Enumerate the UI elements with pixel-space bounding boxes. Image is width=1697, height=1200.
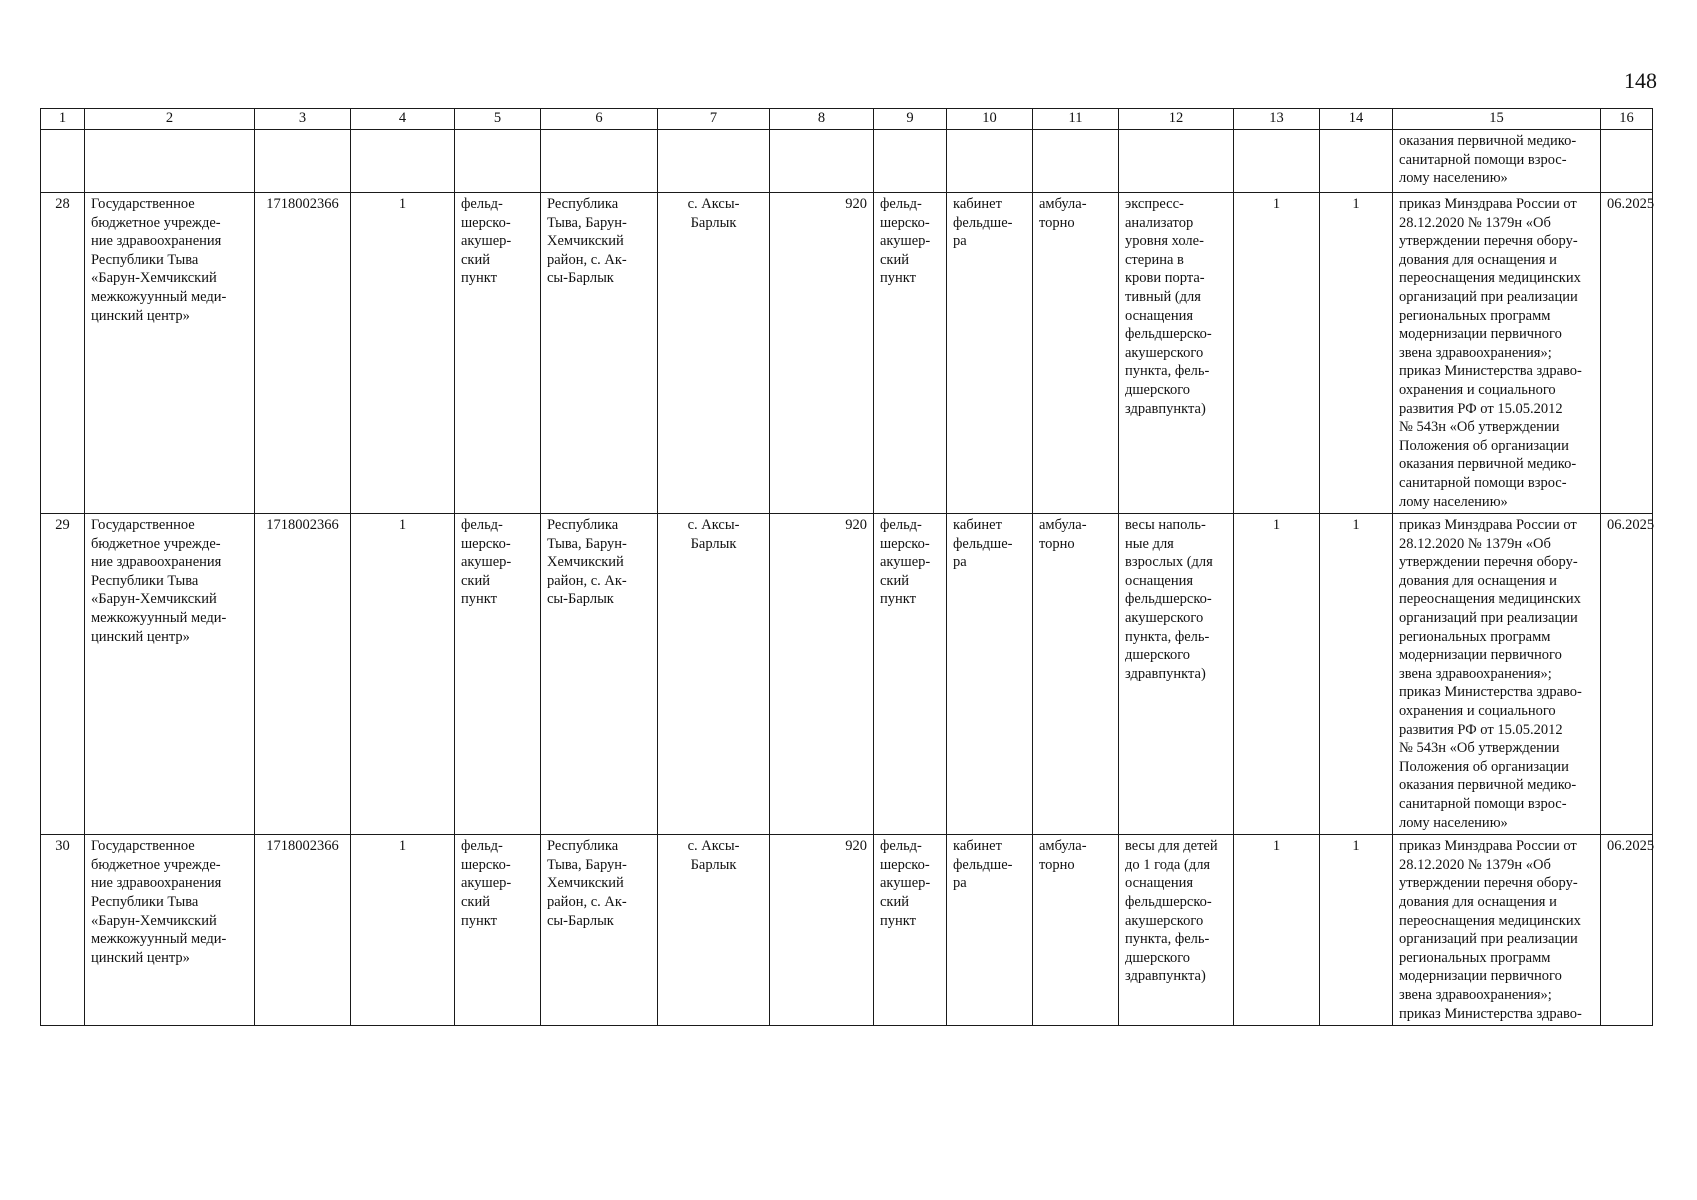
header-col-9: 9 (874, 109, 947, 130)
organization-name: Государственное бюджетное учрежде- ние здравоохранения Республики Тыва «Барун-Хемчикский межкожуунный меди- цинский центр» (85, 514, 255, 835)
facility-type: фельд- шерско- акушер- ский пункт (455, 193, 541, 514)
organization-name: Государственное бюджетное учрежде- ние здравоохранения Республики Тыва «Барун-Хемчикский межкожуунный меди- цинский центр» (85, 193, 255, 514)
facility-type: фельд- шерско- акушер- ский пункт (455, 835, 541, 1026)
header-col-12: 12 (1119, 109, 1234, 130)
header-col-7: 7 (658, 109, 770, 130)
organization-name: Государственное бюджетное учрежде- ние здравоохранения Республики Тыва «Барун-Хемчикский межкожуунный меди- цинский центр» (85, 835, 255, 1026)
header-col-14: 14 (1320, 109, 1393, 130)
legal-basis: приказ Минздрава России от 28.12.2020 № 1379н «Об утверждении перечня обору- дования для оснащения и переоснащения медицинских организаций при реализации региональных программ модернизации первичного звена здравоохранения»; приказ Министерства здраво- охранения и социального развития РФ от 15.05.2012 № 543н «Об утверждении Положения об организации оказания первичной медико- санитарной помощи взрос- лому населению» (1393, 514, 1601, 835)
row-number: 29 (41, 514, 85, 835)
header-col-6: 6 (541, 109, 658, 130)
header-col-8: 8 (770, 109, 874, 130)
header-col-10: 10 (947, 109, 1033, 130)
quantity-required: 1 (1234, 835, 1320, 1026)
due-date: 06.2025 (1601, 835, 1653, 1026)
equipment-name: весы наполь- ные для взрослых (для оснащения фельдшерско- акушерского пункта, фель- дшерского здравпункта) (1119, 514, 1234, 835)
column-number-header (41, 109, 1653, 130)
settlement: с. Аксы- Барлык (658, 193, 770, 514)
continuation-row (41, 130, 1653, 193)
col-4-value: 1 (351, 835, 455, 1026)
row-number: 30 (41, 835, 85, 1026)
subdivision: фельд- шерско- акушер- ский пункт (874, 193, 947, 514)
subdivision: фельд- шерско- акушер- ский пункт (874, 514, 947, 835)
care-conditions: амбула- торно (1033, 835, 1119, 1026)
equipment-name: весы для детей до 1 года (для оснащения фельдшерско- акушерского пункта, фель- дшерского здравпункта) (1119, 835, 1234, 1026)
row-number: 28 (41, 193, 85, 514)
col-4-value: 1 (351, 514, 455, 835)
facility-type: фельд- шерско- акушер- ский пункт (455, 514, 541, 835)
room: кабинет фельдше- ра (947, 514, 1033, 835)
inn: 1718002366 (255, 193, 351, 514)
address: Республика Тыва, Барун- Хемчикский район, с. Ак- сы-Барлык (541, 835, 658, 1026)
col-4-value: 1 (351, 193, 455, 514)
quantity-planned: 1 (1320, 514, 1393, 835)
inn: 1718002366 (255, 514, 351, 835)
quantity-required: 1 (1234, 193, 1320, 514)
address: Республика Тыва, Барун- Хемчикский район, с. Ак- сы-Барлык (541, 514, 658, 835)
address: Республика Тыва, Барун- Хемчикский район, с. Ак- сы-Барлык (541, 193, 658, 514)
header-col-15: 15 (1393, 109, 1601, 130)
settlement: с. Аксы- Барлык (658, 835, 770, 1026)
header-col-1: 1 (41, 109, 85, 130)
table-row (41, 835, 1653, 1026)
inn: 1718002366 (255, 835, 351, 1026)
header-col-5: 5 (455, 109, 541, 130)
table-row (41, 514, 1653, 835)
due-date: 06.2025 (1601, 514, 1653, 835)
equipment-table (40, 108, 1653, 1026)
quantity-planned: 1 (1320, 835, 1393, 1026)
quantity-required: 1 (1234, 514, 1320, 835)
equipment-name: экспресс- анализатор уровня холе- стерина в крови порта- тивный (для оснащения фельдшерско- акушерского пункта, фель- дшерского здравпункта) (1119, 193, 1234, 514)
header-col-16: 16 (1601, 109, 1653, 130)
room: кабинет фельдше- ра (947, 193, 1033, 514)
legal-basis: приказ Минздрава России от 28.12.2020 № 1379н «Об утверждении перечня обору- дования для оснащения и переоснащения медицинских организаций при реализации региональных программ модернизации первичного звена здравоохранения»; приказ Министерства здраво- охранения и социального развития РФ от 15.05.2012 № 543н «Об утверждении Положения об организации оказания первичной медико- санитарной помощи взрос- лому населению» (1393, 193, 1601, 514)
table-row (41, 193, 1653, 514)
room: кабинет фельдше- ра (947, 835, 1033, 1026)
quantity-planned: 1 (1320, 193, 1393, 514)
subdivision: фельд- шерско- акушер- ский пункт (874, 835, 947, 1026)
legal-basis: приказ Минздрава России от 28.12.2020 № 1379н «Об утверждении перечня обору- дования для оснащения и переоснащения медицинских организаций при реализации региональных программ модернизации первичного звена здравоохранения»; приказ Министерства здраво- (1393, 835, 1601, 1026)
population: 920 (770, 835, 874, 1026)
due-date: 06.2025 (1601, 193, 1653, 514)
header-col-4: 4 (351, 109, 455, 130)
continuation-legal-basis: оказания первичной медико- санитарной помощи взрос- лому населению» (1393, 130, 1601, 193)
care-conditions: амбула- торно (1033, 193, 1119, 514)
header-col-13: 13 (1234, 109, 1320, 130)
header-col-2: 2 (85, 109, 255, 130)
settlement: с. Аксы- Барлык (658, 514, 770, 835)
page-number: 148 (1624, 68, 1657, 93)
header-col-3: 3 (255, 109, 351, 130)
population: 920 (770, 193, 874, 514)
care-conditions: амбула- торно (1033, 514, 1119, 835)
header-col-11: 11 (1033, 109, 1119, 130)
population: 920 (770, 514, 874, 835)
